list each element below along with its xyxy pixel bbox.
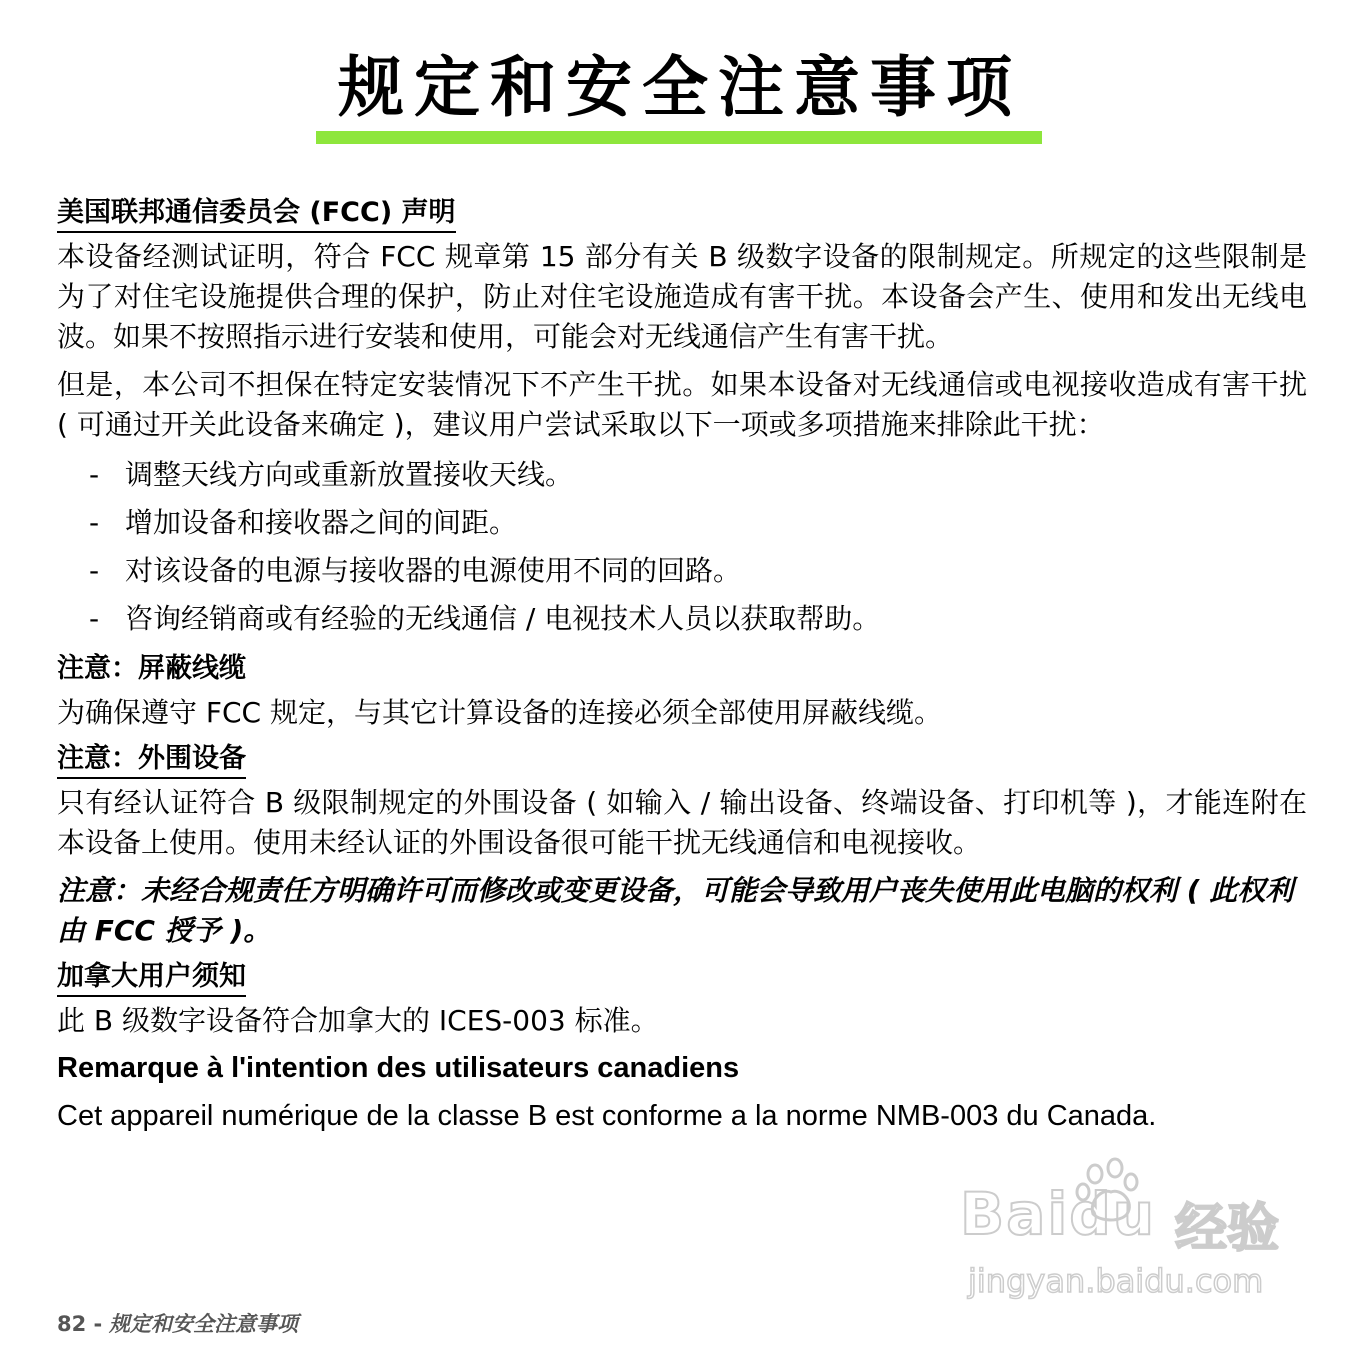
bullet-dash: - (89, 602, 100, 635)
list-item (57, 547, 1307, 595)
page-footer (57, 1308, 298, 1338)
measure-text: 增加设备和接收器之间的间距。 (125, 506, 518, 539)
canada-text: 此 B 级数字设备符合加拿大的 ICES-003 标准。 (57, 1004, 659, 1037)
title-underline-bar (316, 131, 1042, 144)
fcc-paragraph-1: 本设备经测试证明，符合 FCC 规章第 15 部分有关 B 级数字设备的限制规定。所规定的这些限制是为了对住宅设施提供合理的保护，防止对住宅设施造成有害干扰。本设备会产生、使用和发出无线电波。如果不按照指示进行安装和使用，可能会对无线通信产生有害干扰。 (57, 240, 1307, 353)
title-underline (316, 131, 1042, 144)
canada-heading: 加拿大用户须知 (57, 959, 246, 997)
bullet-dash: - (89, 506, 100, 539)
list-item (57, 595, 1307, 643)
baidu-watermark (960, 1150, 1290, 1310)
modification-warning: 注意：未经合规责任方明确许可而修改或变更设备，可能会导致用户丧失使用此电脑的权利 ( 此权利由 FCC 授予 )。 (57, 874, 1294, 947)
bullet-dash: - (89, 458, 100, 491)
measure-text: 咨询经销商或有经验的无线通信 / 电视技术人员以获取帮助。 (125, 602, 881, 635)
footer-section-title: 规定和安全注意事项 (108, 1312, 298, 1336)
french-heading: Remarque à l'intention des utilisateurs canadiens (57, 1052, 740, 1084)
peripherals-heading: 注意：外围设备 (57, 741, 246, 779)
bullet-dash: - (89, 554, 100, 587)
french-text: Cet appareil numérique de la classe B est conforme a la norme NMB-003 du Canada. (57, 1100, 1157, 1132)
measure-text: 对该设备的电源与接收器的电源使用不同的回路。 (125, 554, 742, 587)
measure-text: 调整天线方向或重新放置接收天线。 (125, 458, 574, 491)
list-item (57, 499, 1307, 547)
watermark-url: jingyan.baidu.com (968, 1262, 1264, 1300)
page-number: 82 - (57, 1312, 103, 1336)
main-content (57, 195, 1307, 1139)
page-title: 规定和安全注意事项 (338, 49, 1022, 126)
paw-icon (1075, 1156, 1145, 1226)
fcc-heading: 美国联邦通信委员会 (FCC) 声明 (57, 195, 456, 233)
shielded-cables-text: 为确保遵守 FCC 规定，与其它计算设备的连接必须全部使用屏蔽线缆。 (57, 696, 943, 729)
fcc-paragraph-2: 但是，本公司不担保在特定安装情况下不产生干扰。如果本设备对无线通信或电视接收造成有害干扰 ( 可通过开关此设备来确定 )，建议用户尝试采取以下一项或多项措施来排除此干扰： (57, 368, 1307, 441)
watermark-brand-text: 经验 (1175, 1199, 1280, 1259)
interference-measures-list (57, 451, 1307, 643)
list-item (57, 451, 1307, 499)
watermark-logo-text: Baidu (960, 1180, 1157, 1248)
peripherals-text: 只有经认证符合 B 级限制规定的外围设备 ( 如输入 / 输出设备、终端设备、打印机等 )，才能连附在本设备上使用。使用未经认证的外围设备很可能干扰无线通信和电视接收。 (57, 786, 1307, 859)
shielded-cables-heading: 注意：屏蔽线缆 (57, 653, 246, 684)
